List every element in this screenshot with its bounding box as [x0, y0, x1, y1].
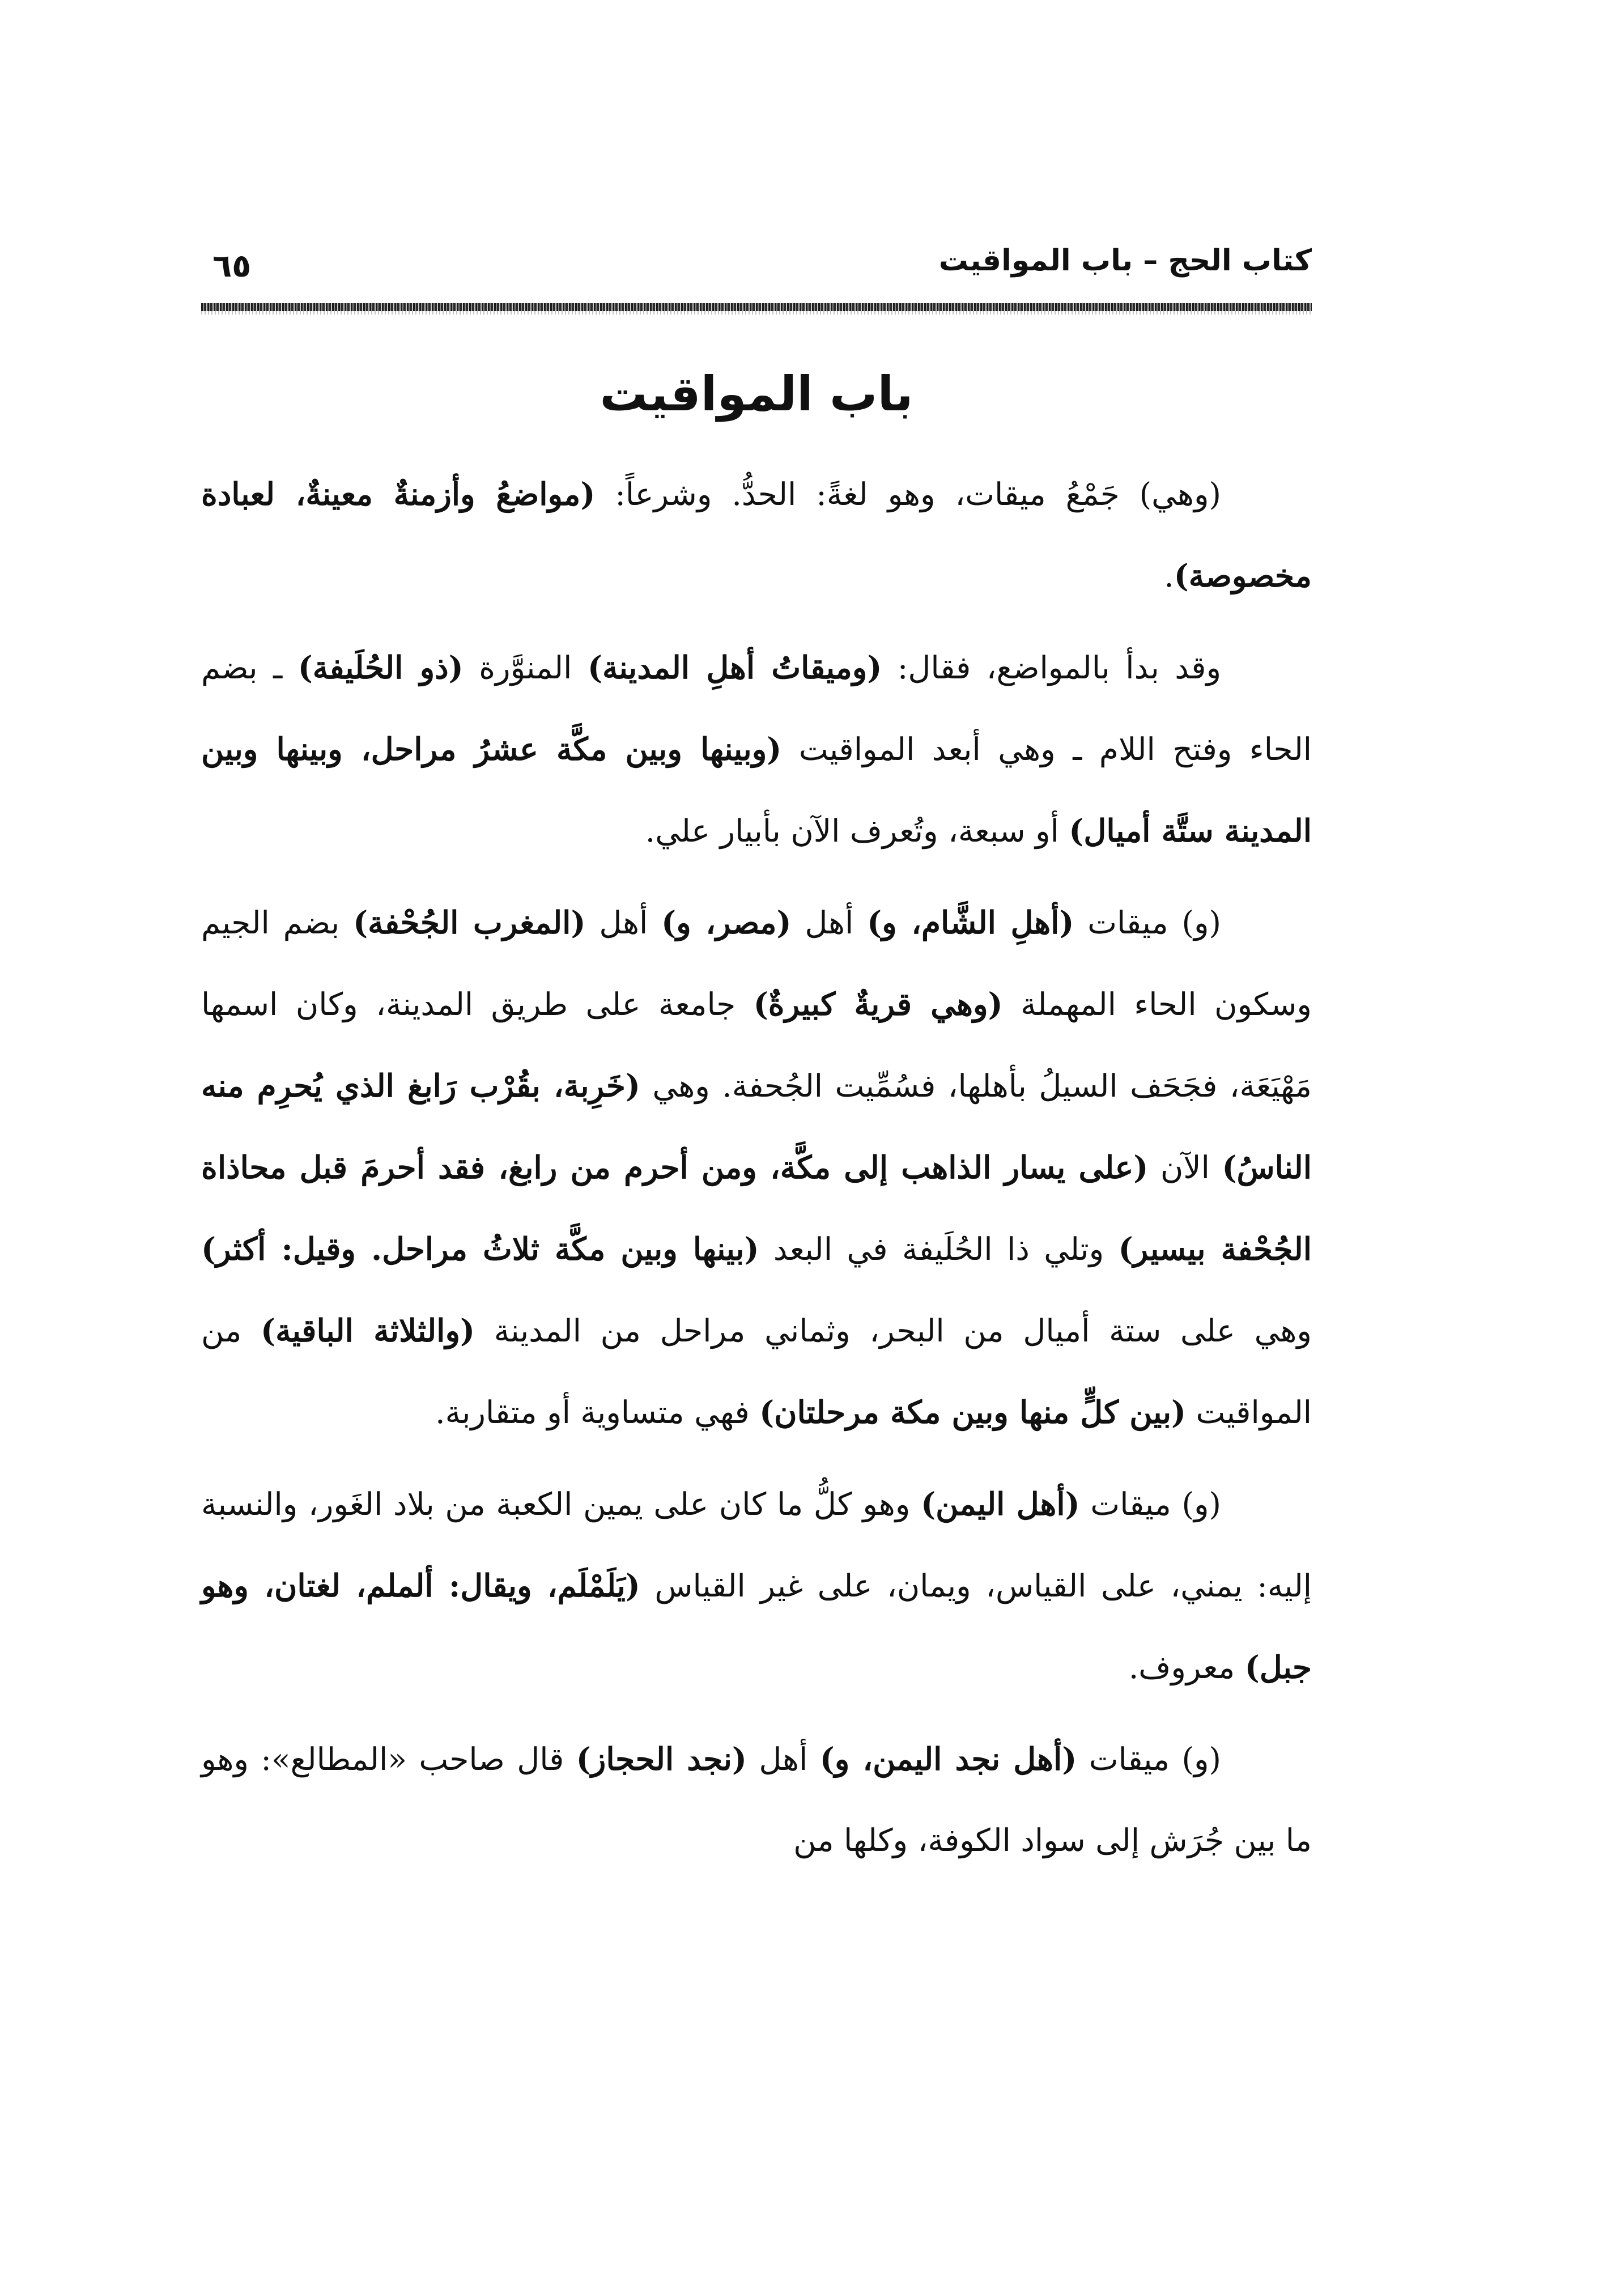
text-run: وهو كلُّ ما كان على يمين الكعبة من بلاد الغَور، والنسبة إليه: يمني، على القياس، ويمان، على غير القياس [201, 1486, 1312, 1604]
text-run: أهل [585, 905, 662, 941]
text-run: من المواقيت [201, 1313, 1312, 1430]
body-text [201, 453, 1312, 1891]
bold-run: (مصر، و) [661, 904, 792, 941]
bold-run: (وميقاتُ أهلِ المدينة) [587, 649, 882, 686]
book-page [201, 0, 1312, 2293]
bold-run: (يَلَمْلَم، ويقال: ألملم، لغتان، وهو جبل) [201, 1567, 1312, 1685]
bold-run: (خَرِبة، بقُرْب رَابغ الذي يُحرِم منه الناسُ) [201, 1067, 1312, 1186]
text-run: (و) ميقات [1077, 1741, 1222, 1777]
header-rule-shadow [201, 311, 1312, 315]
paragraph-1 [201, 453, 1312, 617]
text-run: وقد بدأ بالمواضع، فقال: [882, 649, 1221, 686]
running-title: كتاب الحج – باب المواقيت [938, 244, 1312, 278]
text-run: (و) ميقات [1074, 905, 1221, 941]
header-rule [201, 303, 1312, 311]
bold-run: (على يسار الذاهب إلى مكَّة، ومن أحرم من رابغ، فقد أحرمَ قبل محاذاة الجُحْفة بيسير) [201, 1149, 1312, 1267]
page-number: ٦٥ [212, 248, 252, 284]
bold-run: (المغرب الجُحْفة) [353, 904, 586, 941]
bold-run: (وبينها وبين مكَّة عشرُ مراحل، وبينها وبين المدينة ستَّة أميال) [201, 731, 1312, 849]
paragraph-5 [201, 1718, 1312, 1881]
chapter-title: باب المواقيت [600, 366, 913, 422]
paragraph-3 [201, 882, 1312, 1453]
paragraph-2 [201, 627, 1312, 872]
text-run: . [1164, 558, 1174, 594]
bold-run: (أهل اليمن) [921, 1485, 1080, 1522]
text-run: المنوَّرة [463, 649, 588, 686]
paragraph-4 [201, 1463, 1312, 1708]
text-run: معروف. [1128, 1649, 1245, 1685]
text-run: أهل [791, 905, 868, 941]
text-run: ـ بضم الحاء وفتح اللام ـ وهي أبعد المواقيت [201, 649, 1312, 767]
text-run: أهل [746, 1741, 820, 1777]
bold-run: (نجد الحجاز) [576, 1740, 747, 1777]
text-run: (وهي) جَمْعُ ميقات، وهو لغةً: الحدُّ. وشرعاً: [595, 476, 1222, 512]
bold-run: (بينها وبين مكَّة ثلاثُ مراحل. وقيل: أكثر) [201, 1230, 759, 1267]
bold-run: (أهلِ الشَّام، و) [867, 904, 1074, 941]
text-run: جامعة على طريق المدينة، وكان اسمها مَهْيَعَة، فجَحَف السيلُ بأهلها، فسُمِّيت الجُحفة. وهي [201, 986, 1312, 1104]
bold-run: (أهل نجد اليمن، و) [819, 1740, 1077, 1777]
text-run: قال صاحب «المطالع»: وهو ما بين جُرَش إلى سواد الكوفة، وكلها من [201, 1741, 1312, 1858]
text-run: أو سبعة، وتُعرف الآن بأبيار علي. [645, 813, 1069, 849]
text-run: فهي متساوية أو متقاربة. [435, 1394, 760, 1430]
bold-run: (مواضعُ وأزمنةٌ معينةٌ، لعبادة مخصوصة) [201, 475, 1312, 594]
page-header [201, 241, 1312, 286]
text-run: الآن [1148, 1149, 1222, 1186]
bold-run: (والثلاثة الباقية) [261, 1312, 475, 1349]
bold-run: (ذو الحُلَيفة) [297, 649, 464, 686]
bold-run: (بين كلٍّ منها وبين مكة مرحلتان) [759, 1394, 1187, 1430]
bold-run: (وهي قريةٌ كبيرةٌ) [753, 986, 1003, 1022]
text-run: وتلي ذا الحُلَيفة في البعد [759, 1231, 1119, 1267]
text-run: (و) ميقات [1079, 1486, 1221, 1522]
text-run: بضم الجيم وسكون الحاء المهملة [201, 905, 1312, 1022]
text-run: وهي على ستة أميال من البحر، وثماني مراحل من المدينة [475, 1313, 1312, 1349]
